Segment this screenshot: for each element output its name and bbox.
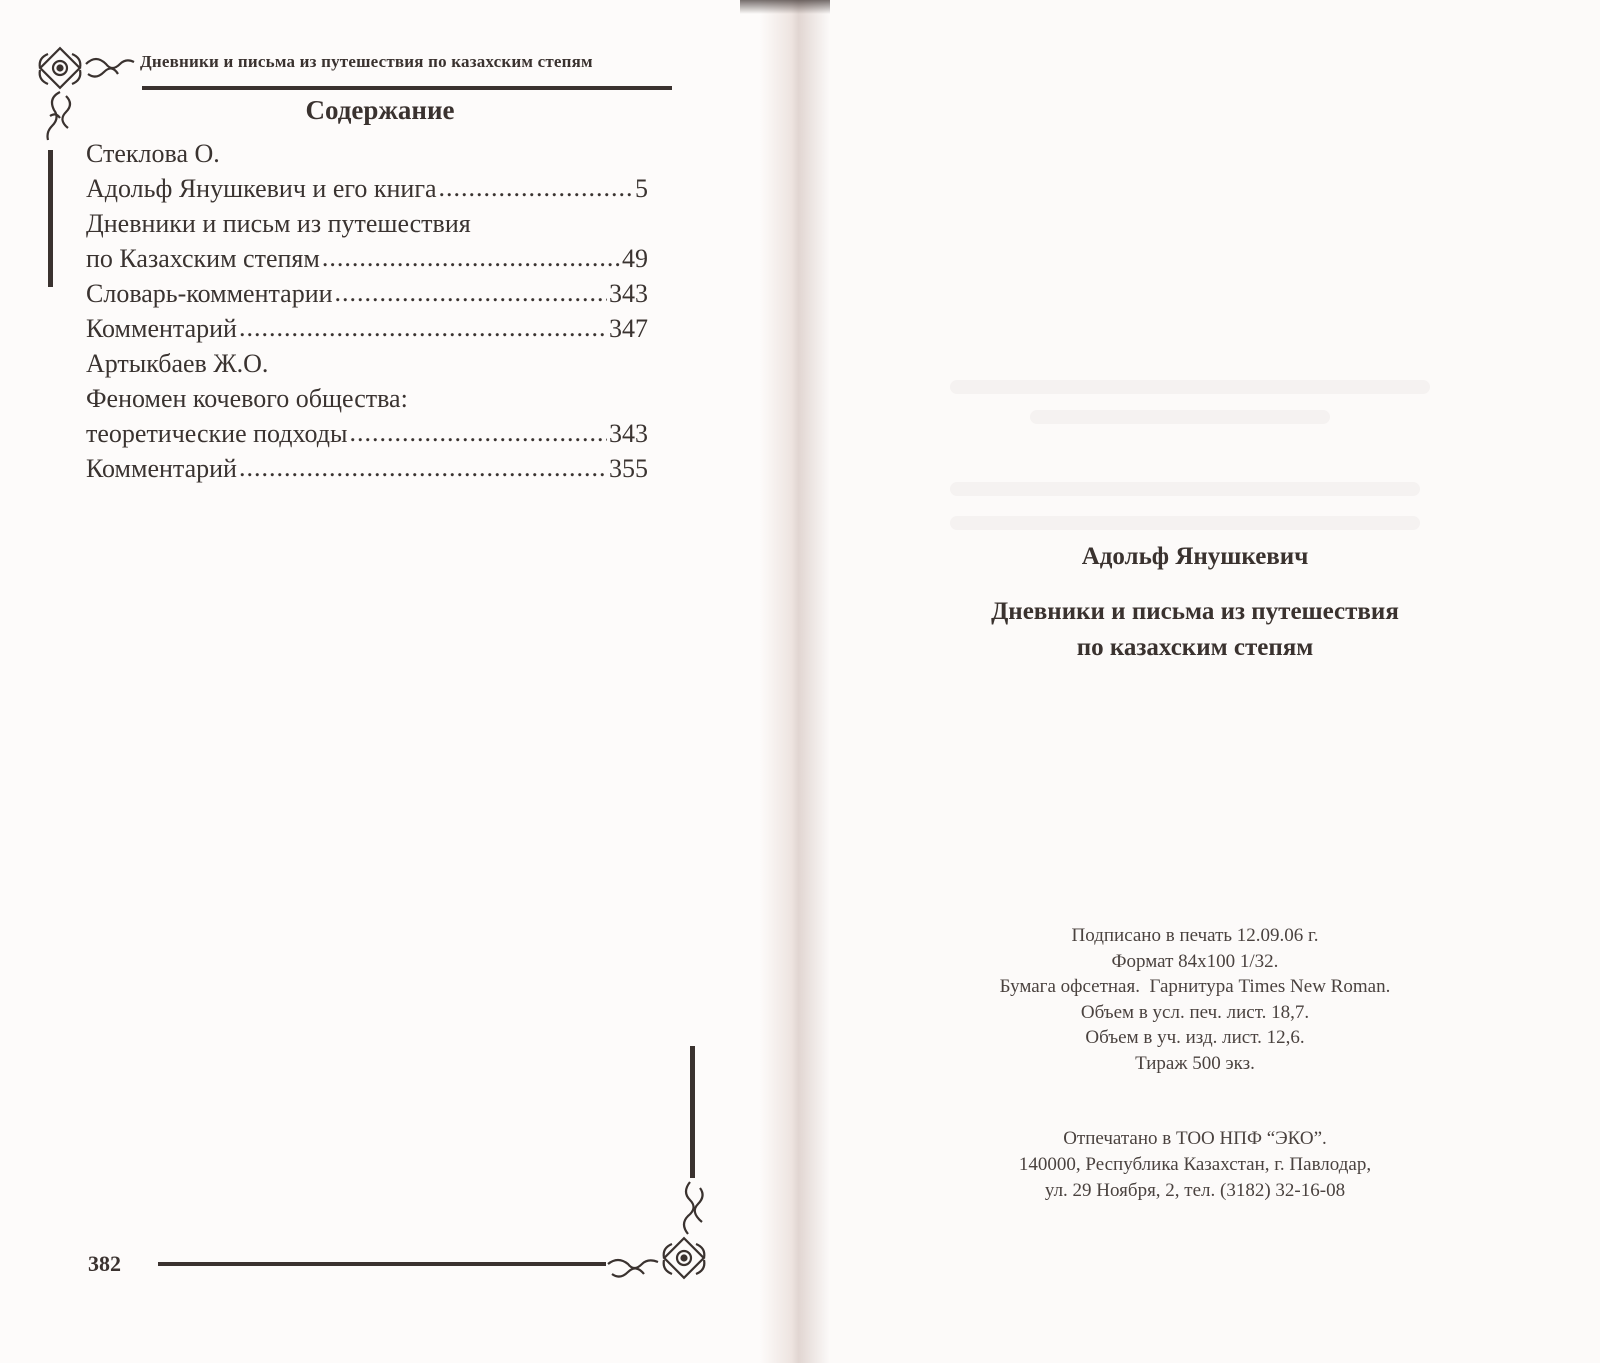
imprint-line: Подписано в печать 12.09.06 г. (1071, 925, 1319, 946)
imprint-line: Объем в уч. изд. лист. 12,6. (1085, 1027, 1305, 1049)
book-title-line: Дневники и письма из путешествия (991, 598, 1399, 625)
toc-entry (86, 171, 648, 206)
toc-leader-dots (335, 275, 607, 310)
toc-entry-page: 5 (635, 174, 648, 203)
toc-leader-dots (239, 450, 607, 485)
right-border-bar (690, 1046, 695, 1178)
book-title (855, 594, 1535, 666)
toc-entry-page: 355 (609, 454, 648, 483)
footer-rule (158, 1262, 606, 1266)
book-gutter (760, 0, 830, 1363)
bleed-through-mark (950, 516, 1420, 530)
toc-entry (86, 381, 648, 416)
corner-ornament-icon (604, 1178, 714, 1288)
toc-entry (86, 276, 648, 311)
toc-entry (86, 206, 648, 241)
left-border-bar (48, 150, 53, 287)
printer-line: ул. 29 Ноября, 2, тел. (3182) 32-16-08 (1044, 1180, 1346, 1201)
book-title-line: по казахским степям (1076, 634, 1314, 661)
toc-entry (86, 311, 648, 346)
toc-title: Содержание (305, 95, 455, 125)
toc-entry (86, 136, 648, 171)
toc-entry-page: 343 (609, 419, 648, 448)
author-name: Адольф Янушкевич (1081, 543, 1309, 570)
gutter-shadow (740, 0, 830, 14)
toc-entry-title: теоретические подходы (86, 419, 348, 448)
toc-entry-title: Артыкбаев Ж.О. (86, 349, 269, 378)
printer-line: 140000, Республика Казахстан, г. Павлодар, (1018, 1154, 1372, 1175)
imprint-line: Тираж 500 экз. (1135, 1052, 1255, 1074)
table-of-contents (86, 136, 648, 486)
toc-entry-title: по Казахским степям (86, 244, 320, 273)
toc-leader-dots (322, 240, 620, 275)
toc-entry-title: Словарь-комментарии (86, 279, 333, 308)
toc-entry (86, 346, 648, 381)
toc-entry (86, 416, 648, 451)
toc-entry-title: Дневники и письм из путешествия (86, 209, 471, 238)
imprint-line: Формат 84x100 1/32. (1111, 950, 1279, 972)
imprint-block (855, 923, 1535, 1077)
toc-entry-title: Адольф Янушкевич и его книга (86, 174, 437, 203)
toc-entry-page: 347 (609, 314, 648, 343)
bleed-through-mark (950, 482, 1420, 496)
bleed-through-mark (950, 380, 1430, 394)
imprint-line: Объем в усл. печ. лист. 18,7. (1080, 1001, 1310, 1023)
toc-leader-dots (439, 170, 633, 205)
printer-line: Отпечатано в ТОО НПФ “ЭКО”. (1063, 1128, 1327, 1149)
header-rule (142, 86, 672, 90)
toc-entry-title: Стеклова О. (86, 139, 220, 168)
bleed-through-mark (1030, 410, 1330, 424)
running-head: Дневники и письма из путешествия по казахским степям (140, 52, 593, 71)
printer-block (855, 1126, 1535, 1204)
toc-entry-title: Феномен кочевого общества: (86, 384, 408, 413)
toc-leader-dots (239, 310, 607, 345)
toc-leader-dots (349, 415, 607, 450)
toc-entry-title: Комментарий (86, 314, 237, 343)
toc-entry-title: Комментарий (86, 454, 237, 483)
toc-entry-page: 49 (622, 244, 648, 273)
toc-entry-page: 343 (609, 279, 648, 308)
toc-entry (86, 241, 648, 276)
imprint-line: Бумага офсетная. Гарнитура Times New Roman. (999, 976, 1391, 998)
toc-entry (86, 451, 648, 486)
page-number: 382 (88, 1251, 121, 1276)
